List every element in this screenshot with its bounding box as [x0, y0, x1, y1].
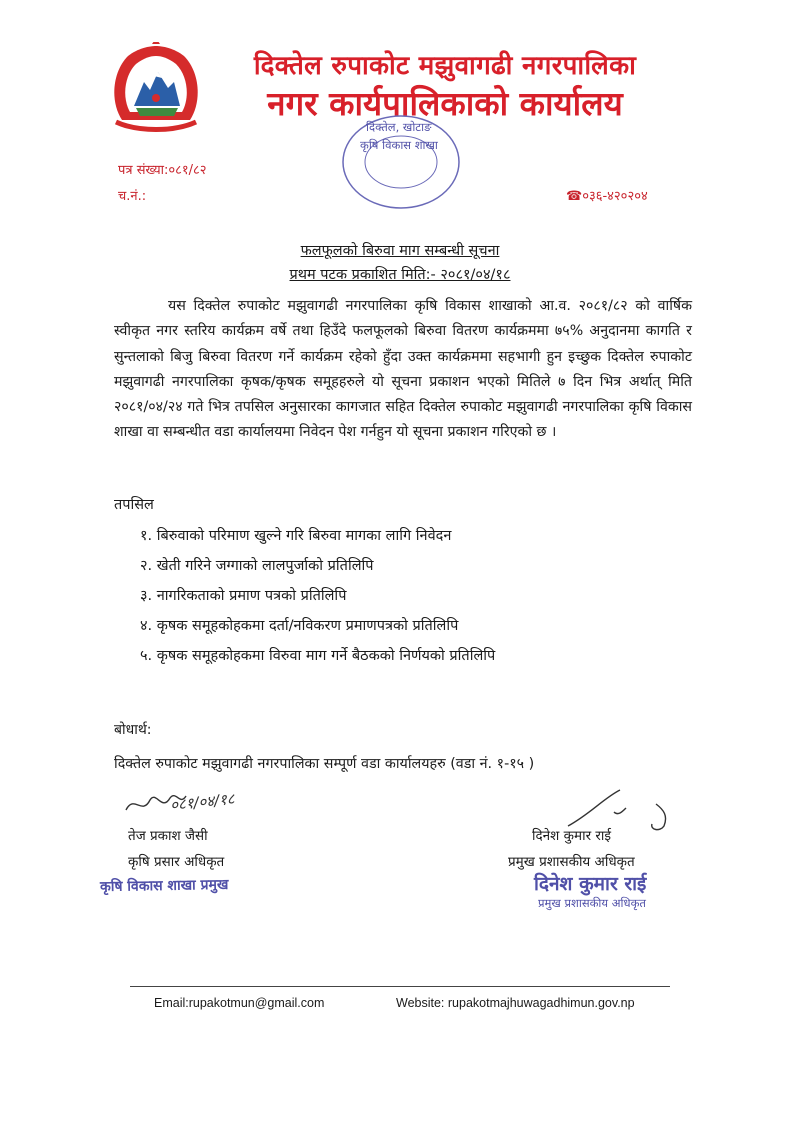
seal-line1: दिक्तेल, खोटाङ: [366, 120, 432, 134]
footer-divider: [130, 986, 670, 987]
left-stamp: कृषि विकास शाखा प्रमुख: [99, 876, 229, 896]
footer-website: Website: rupakotmajhuwagadhimun.gov.np: [396, 996, 635, 1010]
office-name: नगर कार्यपालिकाको कार्यालय: [267, 84, 623, 123]
right-signatory-name: दिनेश कुमार राई: [532, 828, 612, 844]
list-item: २. खेती गरिने जग्गाको लालपुर्जाको प्रतिलिपि: [140, 558, 374, 574]
municipality-name: दिक्तेल रुपाकोट मझुवागढी नगरपालिका: [253, 51, 637, 81]
letter-number: पत्र संख्या:०८१/८२: [118, 163, 207, 178]
cc-recipients: दिक्तेल रुपाकोट मझुवागढी नगरपालिका सम्पूर्ण वडा कार्यालयहरु (वडा नं. १-१५ ): [114, 756, 535, 772]
list-item: ३. नागरिकताको प्रमाण पत्रको प्रतिलिपि: [140, 588, 347, 604]
seal-line2: कृषि विकास शाखा: [360, 138, 438, 152]
publish-date: प्रथम पटक प्रकाशित मिति:- २०८१/०४/१८: [289, 267, 511, 283]
list-item: ४. कृषक समूहकोहकमा दर्ता/नविकरण प्रमाणपत्रको प्रतिलिपि: [140, 618, 459, 634]
list-heading: तपसिल: [114, 497, 154, 513]
notice-title: फलफूलको बिरुवा माग सम्बन्धी सूचना: [300, 243, 500, 259]
left-signatory-name: तेज प्रकाश जैसी: [128, 828, 208, 844]
notice-body: [114, 294, 692, 446]
left-signatory-title: कृषि प्रसार अधिकृत: [128, 854, 225, 870]
right-stamp-name: दिनेश कुमार राई: [534, 873, 647, 895]
handwritten-date: ०८१/०४/१८: [169, 789, 236, 815]
reference-number: च.नं.:: [118, 189, 147, 204]
footer-email: Email:rupakotmun@gmail.com: [154, 996, 325, 1010]
phone-number: ☎०३६-४२०२०४: [566, 189, 648, 204]
right-signatory-title: प्रमुख प्रशासकीय अधिकृत: [508, 854, 635, 870]
list-item: ५. कृषक समूहकोहकमा विरुवा माग गर्ने बैठकको निर्णयको प्रतिलिपि: [140, 648, 496, 664]
list-item: १. बिरुवाको परिमाण खुल्ने गरि बिरुवा मागका लागि निवेदन: [140, 528, 452, 544]
notice-body-text: यस दिक्तेल रुपाकोट मझुवागढी नगरपालिका कृषि विकास शाखाको आ.व. २०८१/८२ को वार्षिक स्वीकृत नगर स्तरिय कार्यक्रम वर्षे तथा हिउँदे फलफूलको बिरुवा वितरण कार्यक्रममा ७५% अनुदानमा कागति र सुन्तलाको बिजु बिरुवा वितरण गर्ने कार्यक्रम रहेको हुँदा उक्त कार्यक्रममा सहभागी हुन इच्छुक दिक्तेल रुपाकोट मझुवागढी नगरपालिका कृषक/कृषक समूहहरुले यो सूचना प्रकाशन भएको मितिले ७ दिन भित्र अर्थात् मिति २०८१/०४/२४ गते भित्र तपसिल अनुसारका कागजात सहित दिक्तेल रुपाकोट मझुवागढी नगरपालिका कृषि विकास शाखा वा सम्बन्धीत वडा कार्यालयमा निवेदन पेश गर्नहुन यो सूचना प्रकाशन गरिएको छ ।: [114, 298, 692, 441]
cc-heading: बोधार्थ:: [114, 722, 152, 738]
right-stamp-title: प्रमुख प्रशासकीय अधिकृत: [538, 896, 646, 910]
office-seal: [338, 112, 464, 212]
